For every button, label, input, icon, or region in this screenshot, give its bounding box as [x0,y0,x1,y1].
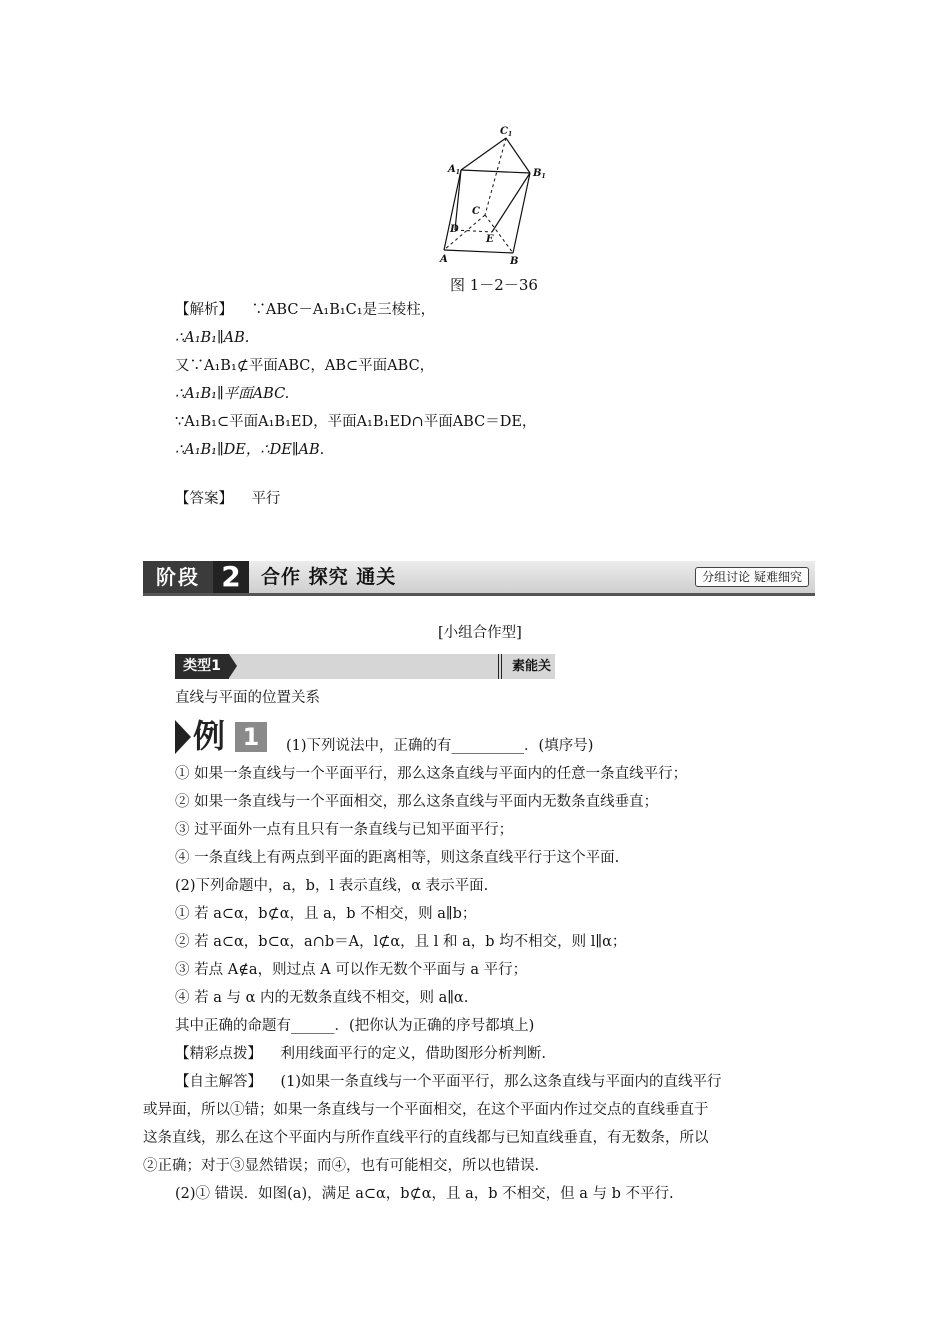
label-a1: $A_1$ [448,164,460,176]
example-arrow-icon [175,720,191,754]
solution-line-3: 这条直线，那么在这个平面内与所作直线平行的直线都与已知直线垂直，有无数条，所以 [143,1130,709,1146]
analysis-line-4: ∴A₁B₁∥平面ABC. [175,386,290,402]
analysis-line-3: 又∵A₁B₁⊄平面ABC，AB⊂平面ABC， [175,358,435,374]
example-item-1-4: ④ 一条直线上有两点到平面的距离相等，则这条直线平行于这个平面. [175,850,620,866]
stage-tag: 分组讨论 疑难细究 [695,567,809,587]
solution-line-5: (2)① 错误．如图(a)，满足 a⊂α，b⊄α，且 a，b 不相交，但 a 与 b 不平行. [175,1186,674,1202]
example-item-1-2: ② 如果一条直线与一个平面相交，那么这条直线与平面内无数条直线垂直； [175,794,659,810]
stage-banner [143,561,815,596]
edge-a1-a [444,170,461,250]
hint-text: 利用线面平行的定义，借助图形分析判断. [280,1046,547,1062]
figure-caption: 图 1－2－36 [450,276,538,294]
label-b1: $B_1$ [533,168,546,180]
prism-figure [430,120,560,270]
type-banner [175,654,555,679]
answer-label: 【答案】 [175,491,233,507]
type-title: 直线与平面的位置关系 [175,690,320,706]
example-question-2: (2)下列命题中，a，b，l 表示直线，α 表示平面. [175,878,489,894]
analysis-text-1: ∵ABC－A₁B₁C₁是三棱柱， [251,302,436,318]
solution-line-2: 或异面，所以①错；如果一条直线与一个平面相交，在这个平面内作过交点的直线垂直于 [143,1102,709,1118]
solution-text-1: (1)如果一条直线与一个平面平行，那么这条直线与平面内的直线平行 [280,1074,722,1090]
solution-line-4: ②正确；对于③显然错误；而④，也有可能相交，所以也错误. [143,1158,540,1174]
example-question-1: (1)下列说法中，正确的有__________．(填序号) [286,738,594,754]
example-item-2-1: ① 若 a⊂α，b⊄α，且 a，b 不相交，则 a∥b； [175,906,477,922]
type-tag: 素能关 [498,654,551,679]
edge-d-e [455,230,492,232]
type-label: 类型1 [175,654,229,679]
label-d: D [450,224,459,235]
solution-label: 【自主解答】 [175,1074,262,1090]
example-item-2-2: ② 若 a⊂α，b⊂α，a∩b＝A，l⊄α，且 l 和 a，b 均不相交，则 l∥α； [175,934,627,950]
example-badge [175,718,270,756]
stage-number: 2 [213,561,249,593]
example-item-2-4: ④ 若 a 与 α 内的无数条直线不相交，则 a∥α. [175,990,469,1006]
group-type-label: [小组合作型] [438,625,522,641]
stage-title: 合作 探究 通关 [261,566,397,588]
edge-a1-b1 [461,170,530,173]
example-question-2-end: 其中正确的命题有______．(把你认为正确的序号都填上) [175,1018,535,1034]
analysis-line-2: ∴A₁B₁∥AB. [175,330,250,346]
answer-text: 平行 [251,491,281,507]
hint-label: 【精彩点拨】 [175,1046,262,1062]
analysis-line-5: ∵A₁B₁⊂平面A₁B₁ED，平面A₁B₁ED∩平面ABC＝DE， [175,414,537,430]
label-c1: $C_1$ [500,126,513,138]
edge-a1-c1 [461,138,506,170]
example-char: 例 [193,717,226,755]
example-item-1-1: ① 如果一条直线与一个平面平行，那么这条直线与平面内的任意一条直线平行； [175,766,688,782]
edge-a-b [444,250,513,253]
answer-line [175,489,280,509]
hint-line [175,1044,546,1064]
example-number: 1 [235,722,267,752]
analysis-line-6: ∴A₁B₁∥DE，∴DE∥AB. [175,442,325,458]
analysis-label: 【解析】 [175,302,233,318]
label-b: B [510,256,519,267]
example-item-2-3: ③ 若点 A∉a，则过点 A 可以作无数个平面与 a 平行； [175,962,528,978]
label-c: C [472,206,480,217]
analysis-line-1 [175,300,435,320]
type-arrow-icon [229,654,237,678]
edge-c1-c [485,138,506,215]
solution-line-1 [175,1072,721,1092]
label-a: A [440,254,448,265]
stage-word: 阶段 [143,561,213,593]
edge-c1-b1 [506,138,530,173]
example-item-1-3: ③ 过平面外一点有且只有一条直线与已知平面平行； [175,822,514,838]
edge-b1-b [513,173,530,253]
label-e: E [486,234,494,245]
edge-a1-d [455,170,461,230]
